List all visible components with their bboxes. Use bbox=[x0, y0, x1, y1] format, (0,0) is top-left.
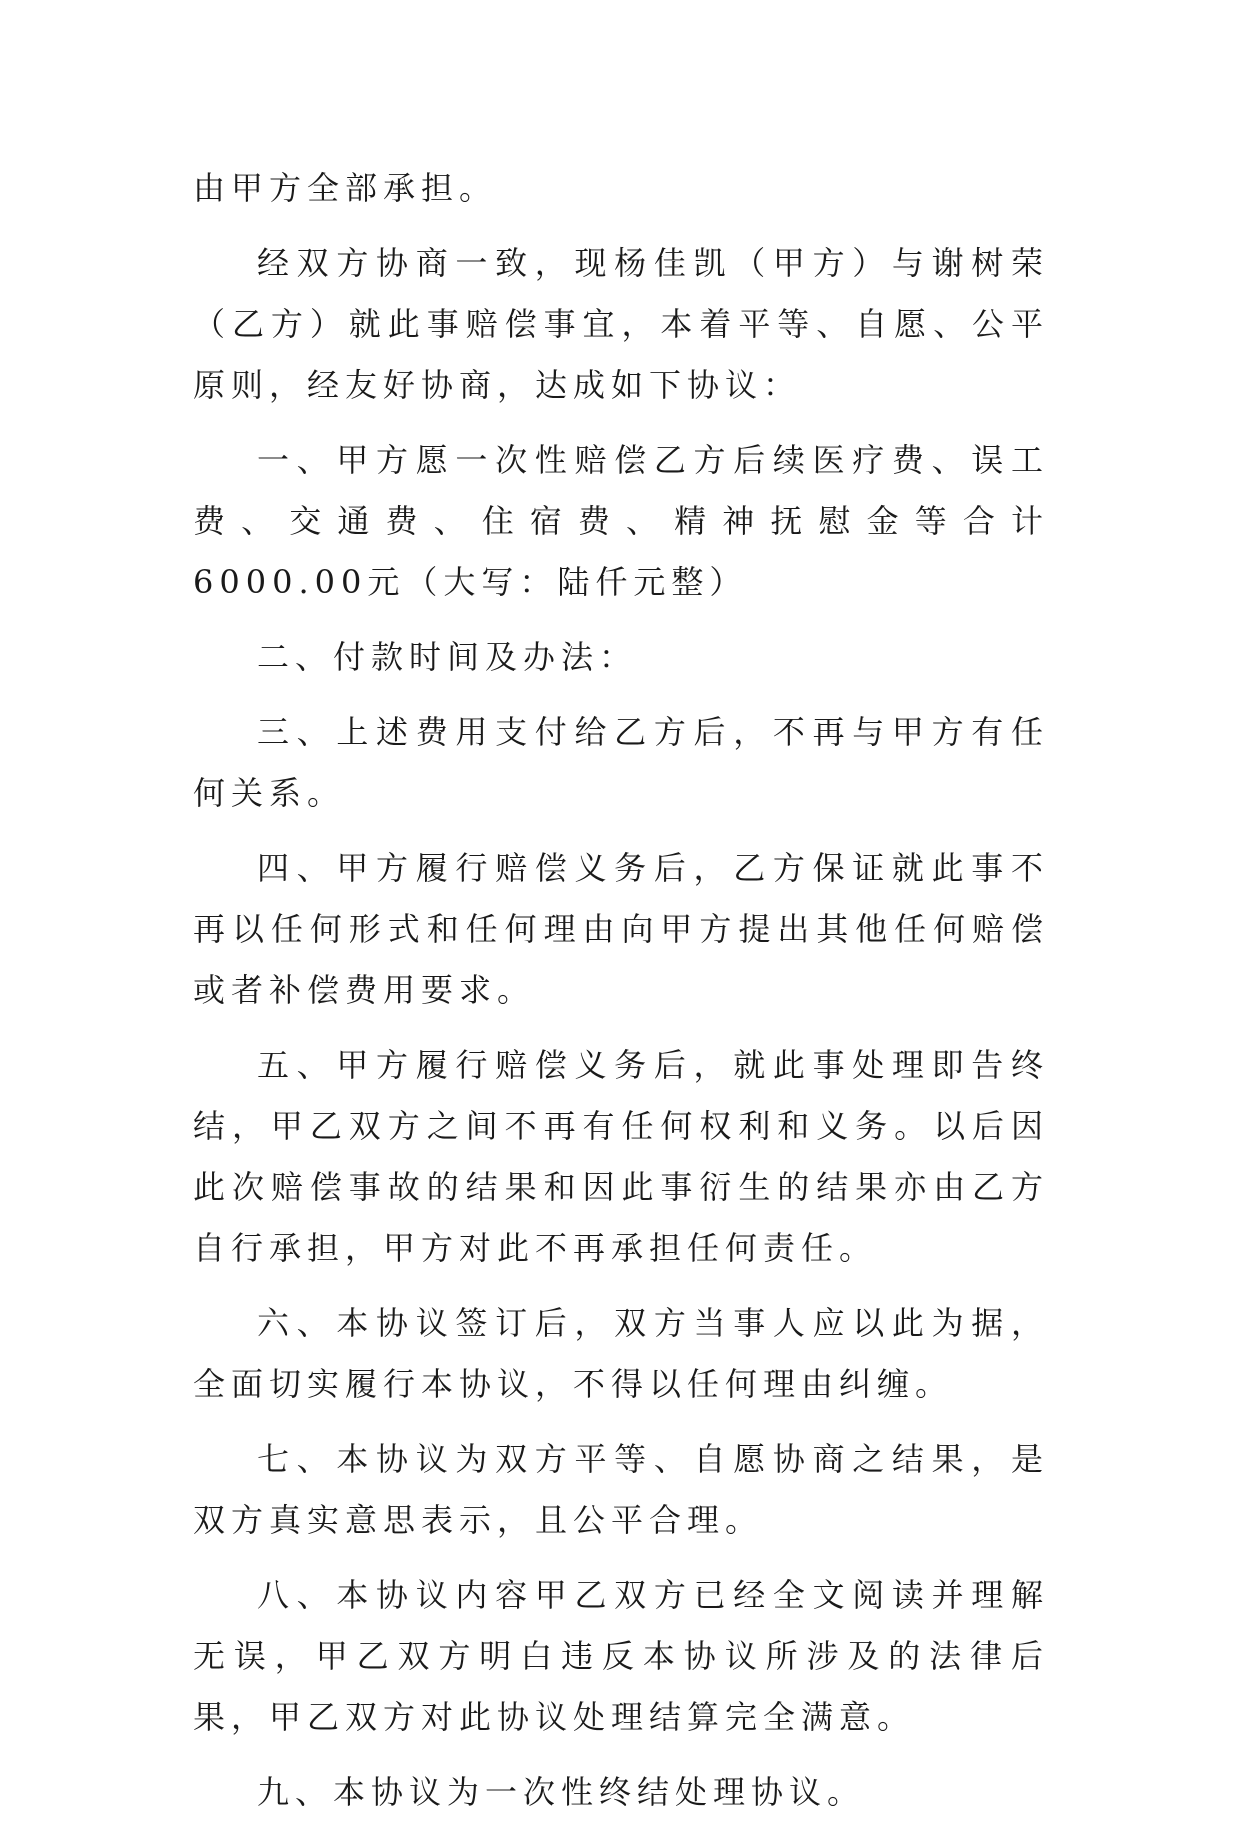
clause-4: 四、甲方履行赔偿义务后，乙方保证就此事不再以任何形式和任何理由向甲方提出其他任何赔偿或者补偿费用要求。 bbox=[193, 849, 1049, 1009]
paragraph-continuation: 由甲方全部承担。 bbox=[193, 169, 498, 207]
clause-3: 三、上述费用支付给乙方后，不再与甲方有任何关系。 bbox=[193, 713, 1049, 812]
clause-5: 五、甲方履行赔偿义务后，就此事处理即告终结，甲乙双方之间不再有任何权利和义务。以后因此次赔偿事故的结果和因此事衍生的结果亦由乙方自行承担，甲方对此不再承担任何责任。 bbox=[193, 1046, 1049, 1267]
agreement-body bbox=[193, 158, 1049, 1823]
clause-1: 一、甲方愿一次性赔偿乙方后续医疗费、误工费、交通费、住宿费、精神抚慰金等合计6000.00元（大写：陆仟元整） bbox=[193, 441, 1049, 601]
clause-2: 二、付款时间及办法： bbox=[257, 638, 638, 676]
clause-8: 八、本协议内容甲乙双方已经全文阅读并理解无误，甲乙双方明白违反本协议所涉及的法律后果，甲乙双方对此协议处理结算完全满意。 bbox=[193, 1576, 1049, 1736]
paragraph-preamble: 经双方协商一致，现杨佳凯（甲方）与谢树荣（乙方）就此事赔偿事宜，本着平等、自愿、公平原则，经友好协商，达成如下协议： bbox=[193, 244, 1049, 404]
clause-6: 六、本协议签订后，双方当事人应以此为据，全面切实履行本协议，不得以任何理由纠缠。 bbox=[193, 1304, 1049, 1403]
clause-7: 七、本协议为双方平等、自愿协商之结果，是双方真实意思表示，且公平合理。 bbox=[193, 1440, 1049, 1539]
clause-9: 九、本协议为一次性终结处理协议。 bbox=[257, 1773, 866, 1811]
